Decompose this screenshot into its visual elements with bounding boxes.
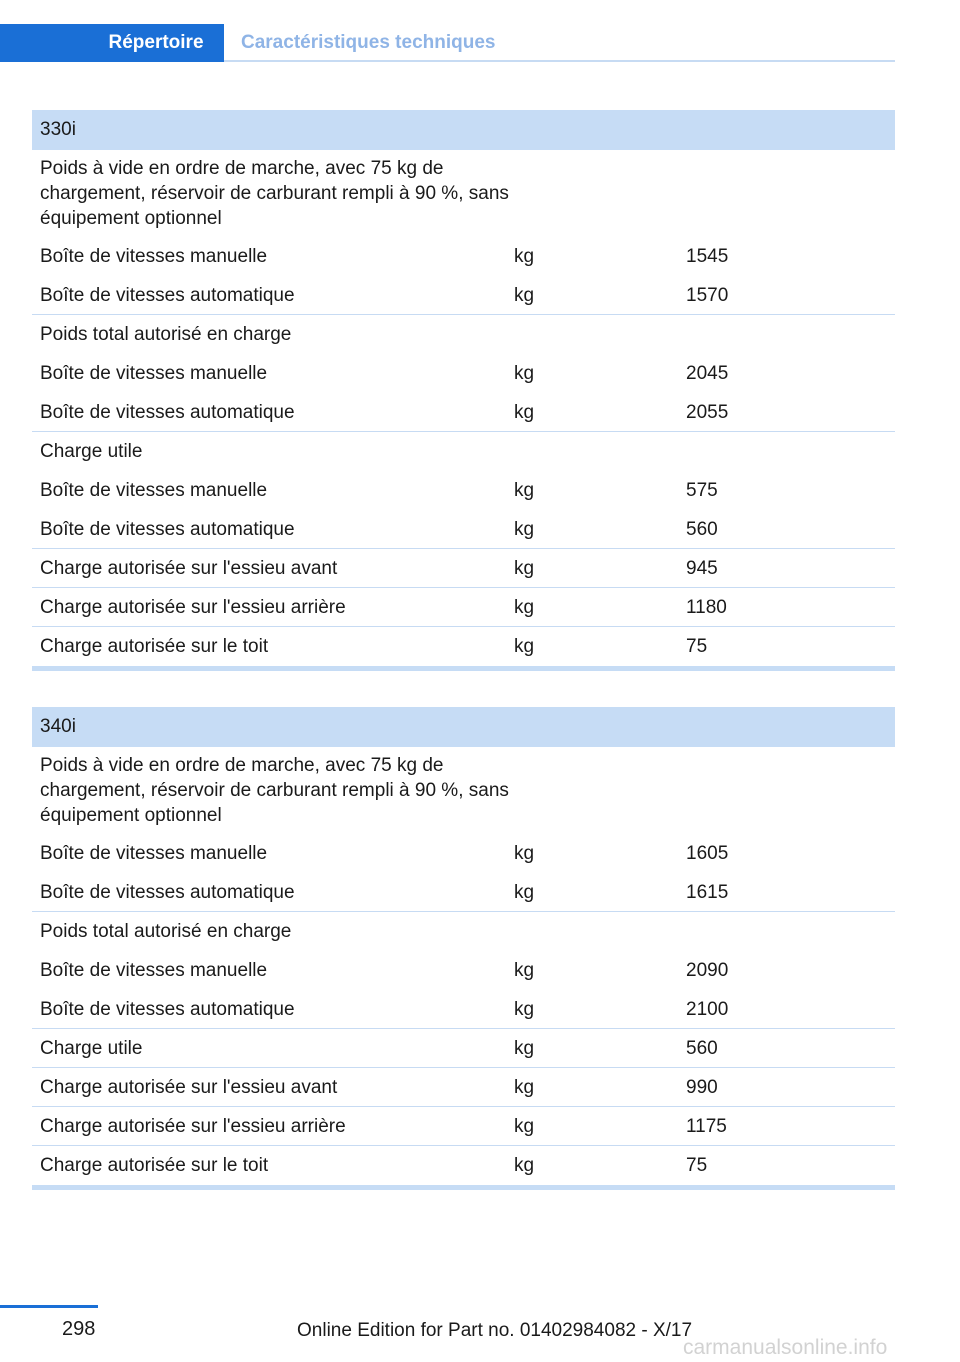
row-unit: kg [514, 843, 535, 864]
table-row [32, 237, 895, 276]
tab-caracteristiques-techniques[interactable]: Caractéristiques techniques [241, 32, 496, 53]
row-label: Charge autorisée sur l'essieu arrière [40, 1115, 346, 1137]
row-value: 1545 [686, 246, 729, 267]
row-label: Charge autorisée sur l'essieu avant [40, 557, 338, 579]
row-unit: kg [514, 480, 535, 501]
row-unit: kg [514, 596, 535, 618]
row-value: 75 [686, 636, 708, 657]
row-value: 1615 [686, 881, 729, 903]
row-unit: kg [514, 284, 535, 306]
row-label: Charge autorisée sur l'essieu arrière [40, 596, 346, 618]
row-label: Boîte de vitesses automatique [40, 998, 295, 1020]
table-row [32, 873, 895, 912]
table-row [32, 990, 895, 1029]
row-label: Poids à vide en ordre de marche, avec 75 kg de chargement, réservoir de carburant rempli à 90 %, sans équipement optionnel [40, 755, 509, 826]
table-header: 330i [32, 110, 895, 150]
spec-table-330i [32, 110, 895, 671]
row-unit: kg [514, 1155, 535, 1176]
row-unit: kg [514, 401, 535, 423]
table-header: 340i [32, 707, 895, 747]
row-value: 560 [686, 518, 718, 540]
row-value: 945 [686, 557, 718, 579]
row-value: 575 [686, 480, 718, 501]
table-row [32, 1146, 895, 1185]
row-unit: kg [514, 1037, 535, 1059]
row-unit: kg [514, 518, 535, 540]
row-unit: kg [514, 1076, 535, 1098]
row-value: 1180 [686, 596, 727, 618]
table-row [32, 588, 895, 627]
table-row [32, 315, 895, 354]
row-label: Boîte de vitesses automatique [40, 881, 295, 903]
row-label: Boîte de vitesses automatique [40, 518, 295, 540]
spec-table-340i [32, 707, 895, 1190]
row-label: Boîte de vitesses manuelle [40, 960, 268, 981]
footer-edition-text: Online Edition for Part no. 01402984082 - X/17 [297, 1320, 693, 1341]
watermark: carmanualsonline.info [683, 1336, 888, 1359]
row-label: Boîte de vitesses automatique [40, 284, 295, 306]
row-label: Charge autorisée sur l'essieu avant [40, 1076, 338, 1098]
table-row [32, 834, 895, 873]
row-unit: kg [514, 363, 535, 384]
row-value: 1605 [686, 843, 729, 864]
row-value: 2100 [686, 998, 729, 1020]
row-value: 990 [686, 1076, 718, 1098]
table-row [32, 951, 895, 990]
table-row [32, 510, 895, 549]
row-label: Charge autorisée sur le toit [40, 636, 269, 657]
table-row [32, 471, 895, 510]
table-row [32, 276, 895, 315]
footer-accent-rule [0, 1305, 98, 1308]
top-navigation-bar [0, 24, 895, 62]
table-row [32, 1029, 895, 1068]
row-label: Boîte de vitesses manuelle [40, 843, 268, 864]
row-value: 1570 [686, 284, 729, 306]
row-label: Boîte de vitesses manuelle [40, 363, 268, 384]
row-label: Boîte de vitesses automatique [40, 401, 295, 423]
row-unit: kg [514, 1115, 535, 1137]
row-value: 2055 [686, 401, 729, 423]
table-row [32, 354, 895, 393]
table-row [32, 150, 895, 237]
row-label: Poids total autorisé en charge [40, 324, 292, 345]
table-row [32, 549, 895, 588]
row-unit: kg [514, 960, 535, 981]
table-row [32, 747, 895, 834]
row-unit: kg [514, 246, 535, 267]
table-row [32, 393, 895, 432]
row-value: 2045 [686, 363, 729, 384]
table-row [32, 432, 895, 471]
row-value: 560 [686, 1037, 718, 1059]
table-bottom-rule [32, 666, 895, 671]
row-value: 2090 [686, 960, 729, 981]
row-label: Poids à vide en ordre de marche, avec 75 kg de chargement, réservoir de carburant rempli à 90 %, sans équipement optionnel [40, 158, 509, 229]
row-label: Charge utile [40, 1037, 143, 1059]
tab-repertoire[interactable]: Répertoire [0, 24, 224, 62]
table-row [32, 627, 895, 666]
page-number: 298 [62, 1318, 96, 1340]
row-label: Charge utile [40, 441, 143, 462]
table-bottom-rule [32, 1185, 895, 1190]
row-value: 1175 [686, 1115, 727, 1137]
row-unit: kg [514, 636, 535, 657]
row-unit: kg [514, 881, 535, 903]
row-label: Boîte de vitesses manuelle [40, 480, 268, 501]
table-row [32, 1107, 895, 1146]
row-unit: kg [514, 557, 535, 579]
row-unit: kg [514, 998, 535, 1020]
row-label: Poids total autorisé en charge [40, 921, 292, 942]
row-label: Boîte de vitesses manuelle [40, 246, 268, 267]
table-row [32, 1068, 895, 1107]
row-value: 75 [686, 1155, 708, 1176]
table-row [32, 912, 895, 951]
row-label: Charge autorisée sur le toit [40, 1155, 269, 1176]
